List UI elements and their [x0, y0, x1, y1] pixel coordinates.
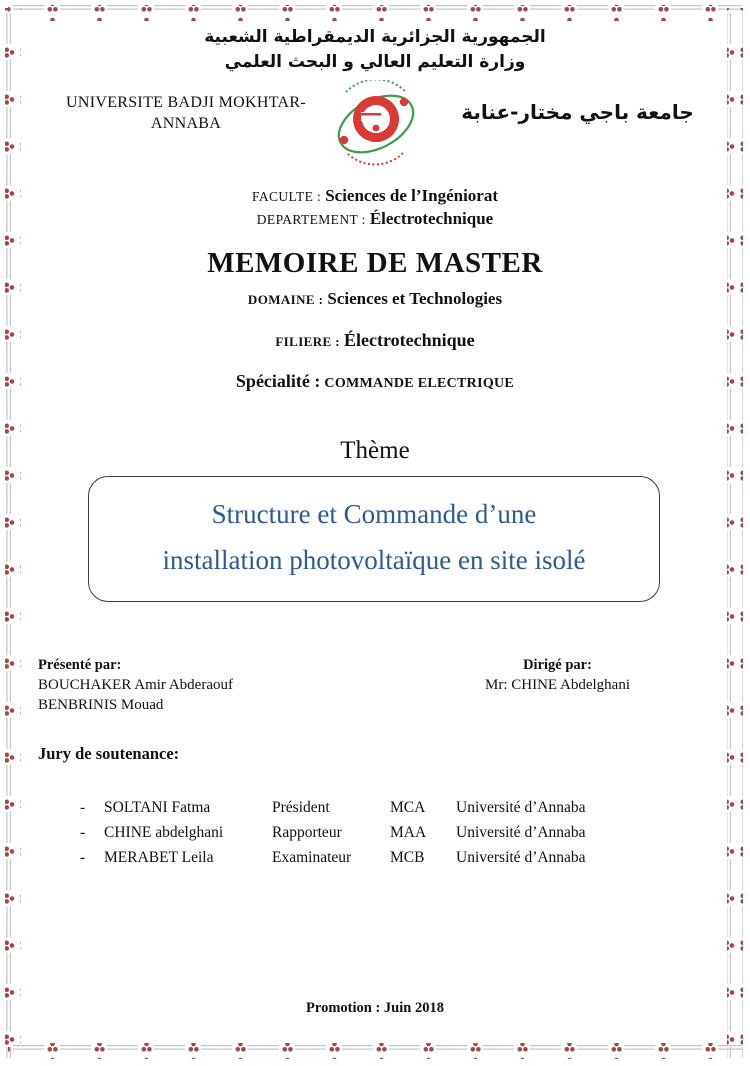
domaine-value: Sciences et Technologies: [327, 289, 503, 308]
domaine-label: DOMAINE :: [247, 292, 324, 307]
filiere-line: [0, 330, 750, 351]
jury-row-2-affiliation: Université d’Annaba: [456, 824, 586, 841]
thesis-title-line1: Structure et Commande d’une: [211, 499, 537, 529]
directed-by-name: Mr: CHINE Abdelghani: [485, 677, 630, 693]
promotion-line: Promotion : Juin 2018: [306, 1000, 444, 1016]
jury-row-2-role: Rapporteur: [272, 824, 342, 841]
jury-heading: Jury de soutenance:: [38, 744, 180, 763]
specialite-label: Spécialité :: [235, 371, 321, 391]
memoire-title: MEMOIRE DE MASTER: [207, 247, 543, 279]
directed-by-label: Dirigé par:: [523, 657, 592, 673]
republic-name-arabic: الجمهورية الجزائرية الديمقراطية الشعبية: [204, 27, 546, 47]
jury-row-1: [80, 799, 680, 817]
presented-by-name-1: BOUCHAKER Amir Abderaouf: [38, 677, 233, 693]
filiere-label: FILIERE :: [275, 334, 340, 349]
presented-by-name-2: BENBRINIS Mouad: [38, 697, 164, 713]
jury-row-2-dash: -: [80, 824, 86, 841]
jury-row-3-role: Examinateur: [272, 849, 352, 866]
specialite-line: [0, 371, 750, 392]
jury-row-1-dash: -: [80, 799, 86, 816]
university-name-en-line2: ANNABA: [150, 115, 222, 132]
jury-row-3-name: MERABET Leila: [104, 849, 214, 866]
presented-by-label: Présenté par:: [38, 657, 122, 673]
jury-row-3-affiliation: Université d’Annaba: [456, 849, 586, 866]
thesis-title-box: [88, 476, 660, 602]
jury-row-3-grade: MCB: [390, 849, 425, 866]
jury-row-2: [80, 824, 680, 842]
ministry-name-arabic: وزارة التعليم العالي و البحث العلمي: [224, 52, 526, 72]
jury-row-2-grade: MAA: [390, 824, 427, 841]
faculty-line: [0, 186, 750, 206]
jury-row-1-grade: MCA: [390, 799, 426, 816]
faculty-label: FACULTE :: [251, 189, 322, 204]
university-name-arabic: جامعة باجي مختار-عنابة: [461, 100, 694, 124]
jury-row-2-name: CHINE abdelghani: [104, 824, 224, 841]
faculty-value: Sciences de l’Ingéniorat: [325, 186, 499, 205]
university-logo: [330, 80, 422, 172]
theme-heading: Thème: [340, 437, 410, 464]
thesis-title-line2: installation photovoltaïque en site isolé: [162, 545, 586, 575]
jury-row-1-affiliation: Université d’Annaba: [456, 799, 586, 816]
university-name-en-line1: UNIVERSITE BADJI MOKHTAR-: [66, 94, 306, 111]
domaine-line: [0, 289, 750, 309]
university-name-en: [36, 92, 336, 134]
jury-row-3: [80, 849, 680, 867]
jury-row-1-role: Président: [272, 799, 330, 816]
jury-row-1-name: SOLTANI Fatma: [104, 799, 211, 816]
jury-row-3-dash: -: [80, 849, 86, 866]
filiere-value: Électrotechnique: [343, 330, 475, 350]
department-value: Électrotechnique: [369, 209, 494, 228]
department-line: [0, 209, 750, 229]
specialite-value: COMMANDE ELECTRIQUE: [324, 376, 515, 391]
department-label: DEPARTEMENT :: [256, 212, 366, 227]
